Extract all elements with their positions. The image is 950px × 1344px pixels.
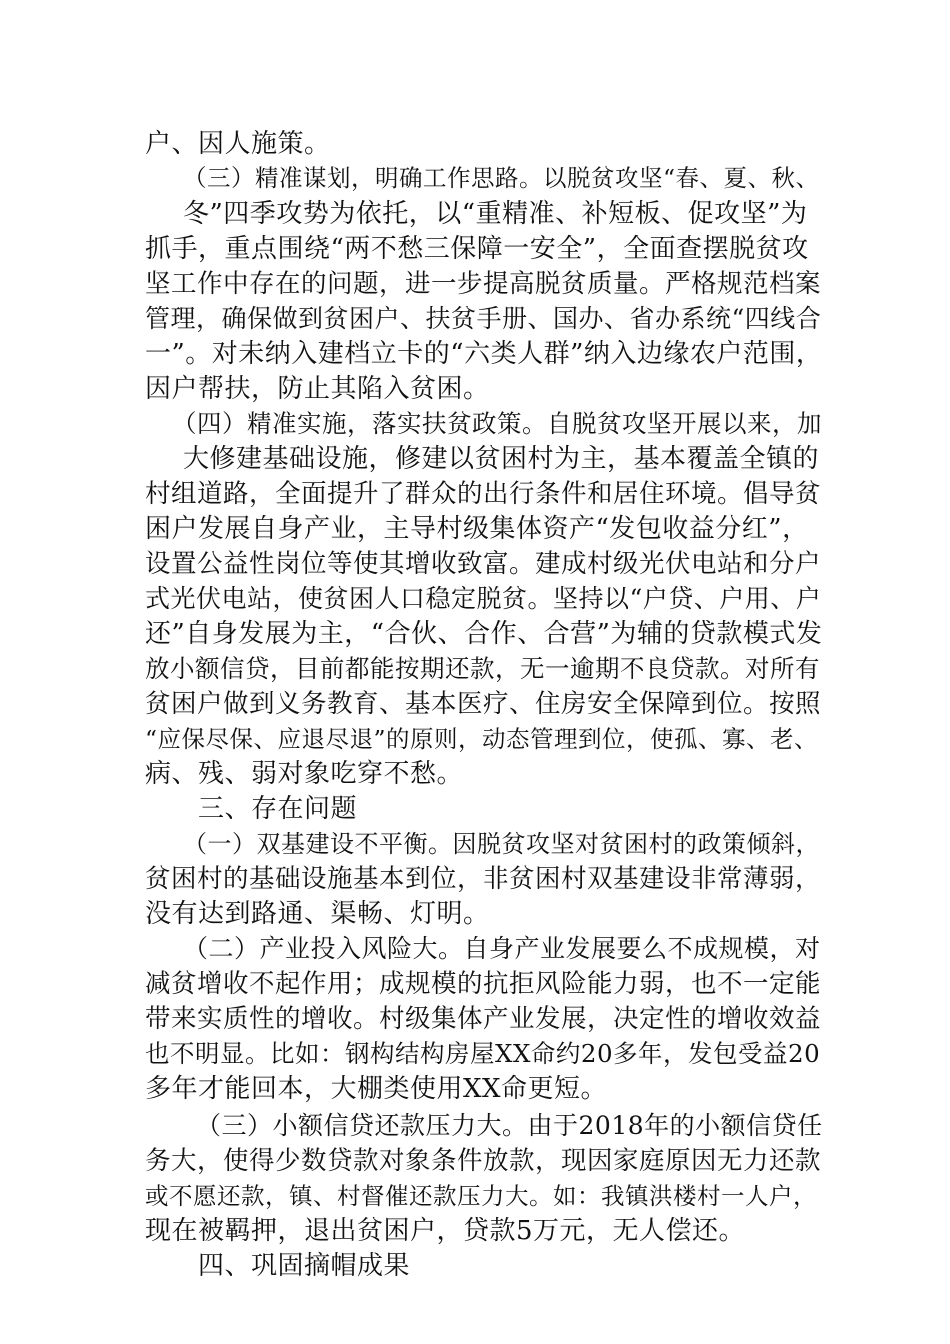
text-line: （一）双基建设不平衡。因脱贫攻坚对贫困村的政策倾斜， xyxy=(183,830,820,858)
text-line: 病、残、弱对象吃穿不愁。 xyxy=(145,759,464,789)
text-line: （二）产业投入风险大。自身产业发展要么不成规模，对 xyxy=(183,934,821,963)
text-line: 抓手，重点围绕“两不愁三保障一安全”，全面查摆脱贫攻 xyxy=(145,234,809,264)
text-line: 设置公益性岗位等使其增收致富。建成村级光伏电站和分户 xyxy=(145,549,822,579)
text-line: 没有达到路通、渠畅、灯明。 xyxy=(145,899,490,929)
text-line: 大修建基础设施，修建以贫困村为主，基本覆盖全镇的 xyxy=(183,444,820,474)
text-line: 现在被羁押，退出贫困户，贷款5万元，无人偿还。 xyxy=(145,1216,746,1246)
text-line: 还”自身发展为主，“合伙、合作、合营”为辅的贷款模式发 xyxy=(145,619,823,649)
text-line: 也不明显。比如：钢构结构房屋XX命约20多年，发包受益20 xyxy=(145,1039,821,1068)
text-line: 减贫增收不起作用；成规模的抗拒风险能力弱，也不一定能 xyxy=(145,969,822,999)
text-line: （四）精准实施，落实扶贫政策。自脱贫攻坚开展以来，加 xyxy=(172,409,822,438)
text-line: 或不愿还款，镇、村督催还款压力大。如：我镇洪楼村一人户， xyxy=(145,1182,817,1210)
text-line: （三）精准谋划，明确工作思路。以脱贫攻坚“春、夏、秋、 xyxy=(183,164,820,192)
text-line: 困户发展自身产业，主导村级集体资产“发包收益分红”， xyxy=(145,514,809,544)
section-heading: 四、巩固摘帽成果 xyxy=(198,1251,411,1281)
text-line: 多年才能回本，大棚类使用XX命更短。 xyxy=(145,1074,608,1104)
text-line: “应保尽保、应退尽退”的原则，动态管理到位，使孤、寡、老、 xyxy=(145,725,819,753)
text-line: 村组道路，全面提升了群众的出行条件和居住环境。倡导贫 xyxy=(145,479,822,509)
text-line: 贫困户做到义务教育、基本医疗、住房安全保障到位。按照 xyxy=(145,689,822,719)
text-line: 户、因人施策。 xyxy=(145,129,331,159)
text-line: 务大，使得少数贷款对象条件放款，现因家庭原因无力还款 xyxy=(145,1146,822,1176)
section-heading: 三、存在问题 xyxy=(198,794,358,824)
text-line: 坚工作中存在的问题，进一步提高脱贫质量。严格规范档案 xyxy=(145,269,822,299)
text-line: 式光伏电站，使贫困人口稳定脱贫。坚持以“户贷、户用、户 xyxy=(145,584,822,613)
text-line: 因户帮扶，防止其陷入贫困。 xyxy=(145,374,490,404)
text-line: 一”。对未纳入建档立卡的“六类人群”纳入边缘农户范围， xyxy=(145,339,823,369)
text-line: 贫困村的基础设施基本到位，非贫困村双基建设非常薄弱， xyxy=(145,864,822,894)
text-line: （三）小额信贷还款压力大。由于2018年的小额信贷任 xyxy=(196,1111,823,1140)
text-line: 冬”四季攻势为依托，以“重精准、补短板、促攻坚”为 xyxy=(183,199,808,229)
text-line: 管理，确保做到贫困户、扶贫手册、国办、省办系统“四线合 xyxy=(145,304,822,333)
text-line: 带来实质性的增收。村级集体产业发展，决定性的增收效益 xyxy=(145,1004,822,1034)
text-line: 放小额信贷，目前都能按期还款，无一逾期不良贷款。对所有 xyxy=(145,654,820,683)
